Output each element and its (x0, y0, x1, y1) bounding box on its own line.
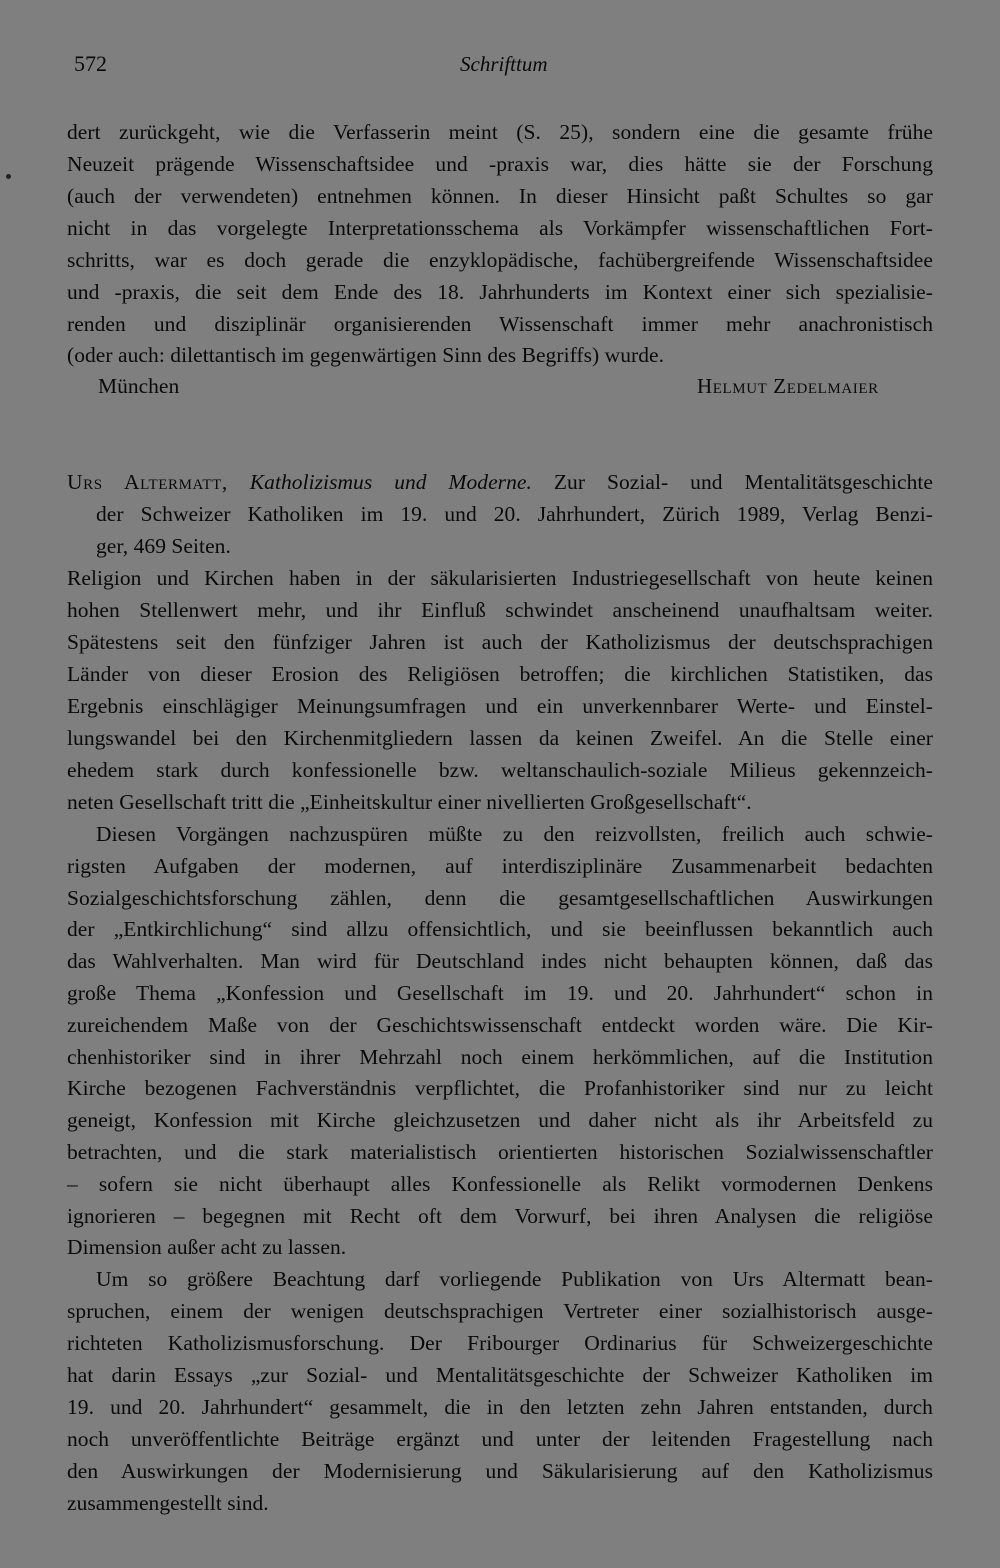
text-line: hohen Stellenwert mehr, und ihr Einfluß schwindet anscheinend unaufhaltsam weiter. (67, 598, 933, 622)
citation-title: Katholizismus und Moderne. (249, 470, 532, 494)
text-line: dert zurückgeht, wie die Verfasserin meint (S. 25), sondern eine die gesamte frühe (67, 120, 933, 144)
reviewer-signature (0, 370, 1000, 402)
citation-line (67, 466, 933, 498)
stray-ink-mark (6, 174, 11, 179)
signature-author: Helmut Zedelmaier (697, 374, 879, 398)
text-line: Sozialgeschichtsforschung zählen, denn die gesamtgesellschaftlichen Auswirkungen (67, 886, 933, 910)
text-line: Diesen Vorgängen nachzuspüren müßte zu den reizvollsten, freilich auch schwie- (96, 822, 933, 846)
text-line: Religion und Kirchen haben in der säkularisierten Industriegesellschaft von heute keinen (67, 566, 933, 590)
text-line: richteten Katholizismusforschung. Der Fribourger Ordinarius für Schweizergeschichte (67, 1331, 933, 1355)
text-line: rigsten Aufgaben der modernen, auf interdisziplinäre Zusammenarbeit bedachten (67, 854, 933, 878)
text-line: hat darin Essays „zur Sozial- und Mentalitätsgeschichte der Schweizer Katholiken im (67, 1363, 933, 1387)
text-line: schritts, war es doch gerade die enzyklopädische, fachübergreifende Wissenschaftsidee (67, 248, 933, 272)
running-head: Schrifttum (460, 52, 548, 76)
text-line: (oder auch: dilettantisch im gegenwärtigen Sinn des Begriffs) wurde. (67, 343, 665, 367)
text-line: nicht in das vorgelegte Interpretationsschema als Vorkämpfer wissenschaftlichen Fort- (67, 216, 933, 240)
text-line: Kirche bezogenen Fachverständnis verpflichtet, die Profanhistoriker sind nur zu leicht (67, 1076, 933, 1100)
text-line: ignorieren – begegnen mit Recht oft dem Vorwurf, bei ihren Analysen die religiöse (67, 1204, 933, 1228)
page-number: 572 (74, 51, 107, 76)
text-line: – sofern sie nicht überhaupt alles Konfessionelle als Relikt vormodernen Denkens (67, 1172, 933, 1196)
text-line: Um so größere Beachtung darf vorliegende Publikation von Urs Altermatt bean- (96, 1267, 933, 1291)
text-line: zusammengestellt sind. (67, 1491, 269, 1515)
page-header (74, 48, 934, 80)
text-line: chenhistoriker sind in ihrer Mehrzahl noch einem herkömmlichen, auf die Institution (67, 1045, 933, 1069)
text-line: Länder von dieser Erosion des Religiösen betroffen; die kirchlichen Statistiken, das (67, 662, 933, 686)
text-line: ehedem stark durch konfessionelle bzw. weltanschaulich-soziale Milieus gekennzeich- (67, 758, 933, 782)
citation-author: Urs Altermatt, (67, 470, 228, 494)
text-line: Dimension außer acht zu lassen. (67, 1235, 347, 1259)
text-line: noch unveröffentlichte Beiträge ergänzt und unter der leitenden Fragestellung nach (67, 1427, 933, 1451)
text-line: (auch der verwendeten) entnehmen können. In dieser Hinsicht paßt Schultes so gar (67, 184, 933, 208)
text-line: Ergebnis einschlägiger Meinungsumfragen und ein unverkennbarer Werte- und Einstel- (67, 694, 933, 718)
text-line: den Auswirkungen der Modernisierung und Säkularisierung auf den Katholizismus (67, 1459, 933, 1483)
text-line: spruchen, einem der wenigen deutschsprachigen Vertreter einer sozialhistorisch ausge- (67, 1299, 933, 1323)
text-line: zureichendem Maße von der Geschichtswissenschaft entdeckt worden wäre. Die Kir- (67, 1013, 933, 1037)
text-line: große Thema „Konfession und Gesellschaft im 19. und 20. Jahrhundert“ schon in (67, 981, 933, 1005)
text-line: Neuzeit prägende Wissenschaftsidee und -praxis war, dies hätte sie der Forschung (67, 152, 933, 176)
text-line: lungswandel bei den Kirchenmitgliedern lassen da keinen Zweifel. An die Stelle einer (67, 726, 933, 750)
text-line: Spätestens seit den fünfziger Jahren ist auch der Katholizismus der deutschsprachigen (67, 630, 933, 654)
text-line: renden und disziplinär organisierenden Wissenschaft immer mehr anachronistisch (67, 312, 933, 336)
signature-city: München (98, 374, 180, 398)
citation-subtitle: Zur Sozial- und Mentalitätsgeschichte (553, 470, 933, 494)
text-line: 19. und 20. Jahrhundert“ gesammelt, die in den letzten zehn Jahren entstanden, durch (67, 1395, 933, 1419)
citation-line: der Schweizer Katholiken im 19. und 20. Jahrhundert, Zürich 1989, Verlag Benzi- (96, 502, 933, 526)
text-line: betrachten, und die stark materialistisch orientierten historischen Sozialwissenschaftler (67, 1140, 933, 1164)
text-line: das Wahlverhalten. Man wird für Deutschland indes nicht behaupten können, daß das (67, 949, 933, 973)
citation-line: ger, 469 Seiten. (96, 534, 231, 558)
text-line: neten Gesellschaft tritt die „Einheitskultur einer nivellierten Großgesellschaft“. (67, 790, 752, 814)
text-line: und -praxis, die seit dem Ende des 18. Jahrhunderts im Kontext einer sich spezialisie- (67, 280, 933, 304)
text-line: der „Entkirchlichung“ sind allzu offensichtlich, und sie beeinflussen bekanntlich auch (67, 917, 933, 941)
text-line: geneigt, Konfession mit Kirche gleichzusetzen und daher nicht als ihr Arbeitsfeld zu (67, 1108, 933, 1132)
